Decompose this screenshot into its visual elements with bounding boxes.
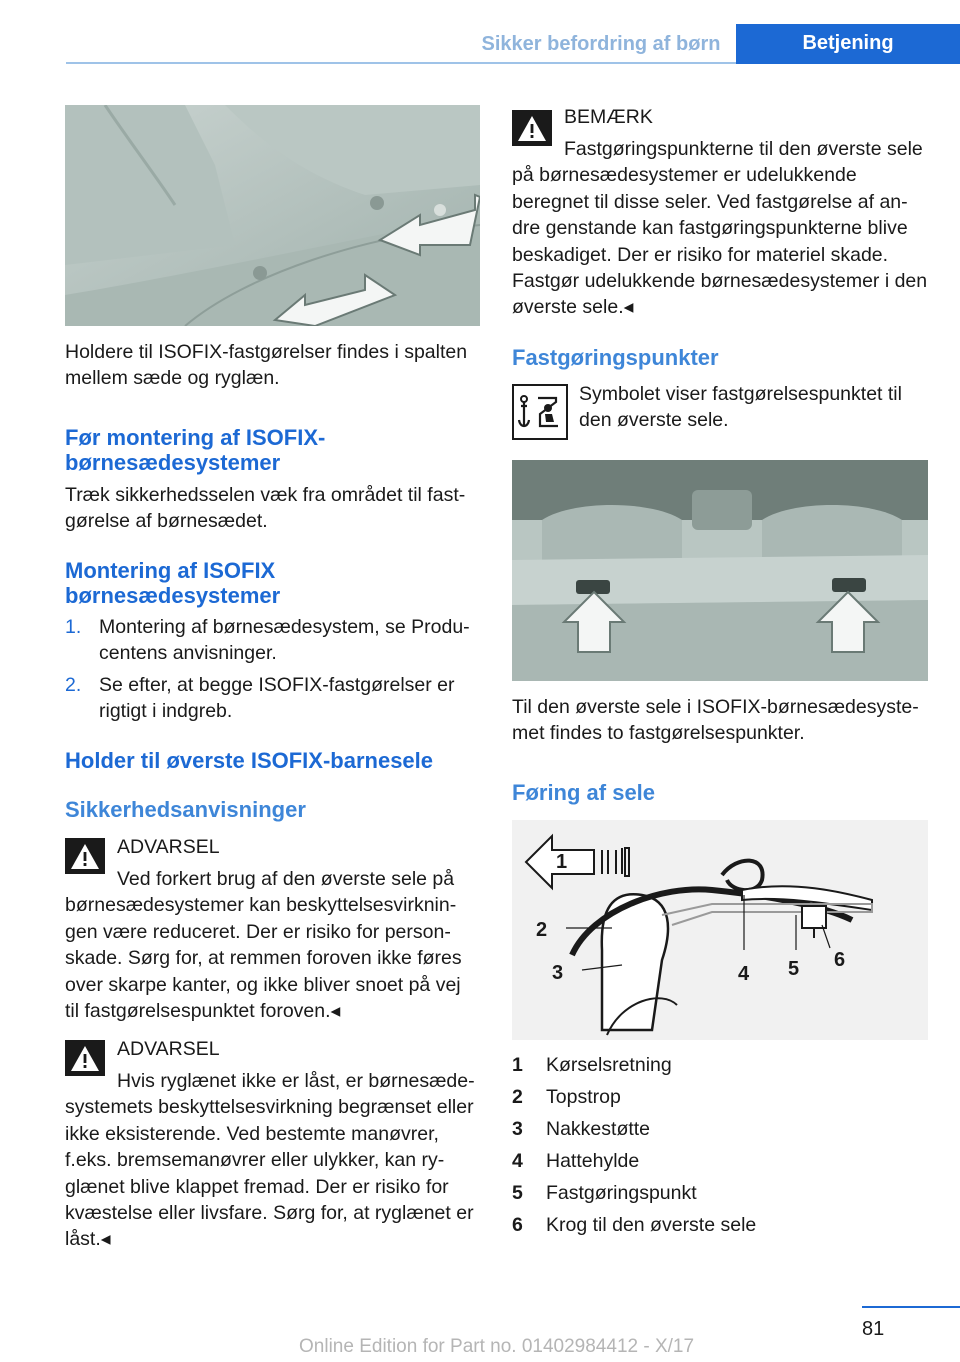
rear-seat-isofix-photo [65,105,480,326]
warning2-text: Hvis ryglænet ikke er låst, er børnesædesystemets beskyttelsesvirkning begrænset eller ikke eksisterende. Ved bestemte manøvrer, f.eks. bremsemanøvrer eller ulykker, kan ryglænet blive klappet fremad. Der er risiko for kvæstelse eller livsfare. Sørg for, at ryglænet er låst.◂ [65,1070,475,1251]
step-2 [65,672,480,728]
heading-safety: Sikkerhedsanvisninger [65,797,306,822]
section-tab[interactable]: Sikker befordring af børn [481,33,721,55]
legend-item [512,1084,928,1110]
legend-text: Fastgøringspunkt [546,1182,697,1204]
chapter-tab[interactable]: Betjening [736,24,960,64]
heading-mounting: Montering af ISOFIX børnesædesystemer [65,558,281,608]
legend-number: 4 [512,1150,523,1172]
legend-item [512,1212,928,1238]
heading-before-mounting: Før montering af ISOFIX-børnesædesystemer [65,425,326,475]
step-number: 2. [65,674,82,696]
legend-number: 2 [512,1086,523,1108]
rear-shelf-photo [512,460,928,681]
top-tether-symbol-icon [512,384,568,440]
rear-shelf-illustration [512,460,928,681]
footer-rule [862,1306,960,1308]
step-text: Montering af børnesædesystem, se Producentens anvisninger. [99,616,470,665]
rear-seat-illustration [65,105,480,326]
legend-text: Hattehylde [546,1150,640,1172]
legend-text: Nakkestøtte [546,1118,651,1140]
figure1-caption: Holdere til ISOFIX-fastgørelser findes i spalten mellem sæde og ryglæn. [65,341,468,390]
diagram-label-3: 3 [552,962,564,984]
step-number: 1. [65,616,82,638]
belt-routing-diagram [512,820,928,1040]
legend-item [512,1148,928,1174]
legend-number: 3 [512,1118,523,1140]
legend-number: 1 [512,1054,523,1076]
diagram-label-5: 5 [788,958,800,980]
legend-text: Topstrop [546,1086,621,1108]
heading-attachment-points: Fastgøringspunkter [512,345,719,370]
legend-number: 5 [512,1182,523,1204]
warning2-title: ADVARSEL [117,1038,220,1060]
legend-item [512,1052,928,1078]
footer-edition: Online Edition for Part no. 01402984412 - X/17 [299,1336,695,1357]
diagram-label-1: 1 [556,851,568,873]
legend-item [512,1180,928,1206]
warning1-title: ADVARSEL [117,836,220,858]
heading-belt-routing: Føring af sele [512,780,656,805]
step-1 [65,614,480,670]
belt-routing-drawing [512,820,928,1040]
page-number: 81 [862,1318,885,1340]
symbol-description: Symbolet viser fastgørelsespunktet til den øverste sele. [579,383,902,432]
before-mounting-text: Træk sikkerhedsselen væk fra området til fastgørelse af børnesædet. [65,484,466,533]
diagram-label-4: 4 [738,963,750,985]
figure2-caption: Til den øverste sele i ISOFIX-børnesædesystemet findes to fastgørelsespunkter. [512,696,919,745]
step-text: Se efter, at begge ISOFIX-fastgørelser er rigtigt i indgreb. [99,674,455,723]
legend-number: 6 [512,1214,523,1236]
warning1-text: Ved forkert brug af den øverste sele på børnesædesystemer kan beskyttelsesvirkningen være reduceret. Der er risiko for personskade. Sørg for, at remmen foroven ikke føres over skarpe kanter, og ikke bliver snoet på vej til fastgørelsespunktet foroven.◂ [65,868,462,1023]
note-title: BEMÆRK [564,106,653,128]
note-text: Fastgøringspunkterne til den øverste sele på børnesædesystemer er udelukkende beregnet til disse seler. Ved fastgørelse af andre genstande kan fastgøringspunkterne blive beskadiget. Der er risiko for materiel skade. Fastgør udelukkende børnesædesystemer i den øverste sele.◂ [512,138,928,319]
heading-holder: Holder til øverste ISOFIX-barnesele [65,748,434,773]
legend-text: Kørselsretning [546,1054,672,1076]
diagram-label-6: 6 [834,949,846,971]
legend-text: Krog til den øverste sele [546,1214,757,1236]
diagram-label-2: 2 [536,919,548,941]
legend-item [512,1116,928,1142]
